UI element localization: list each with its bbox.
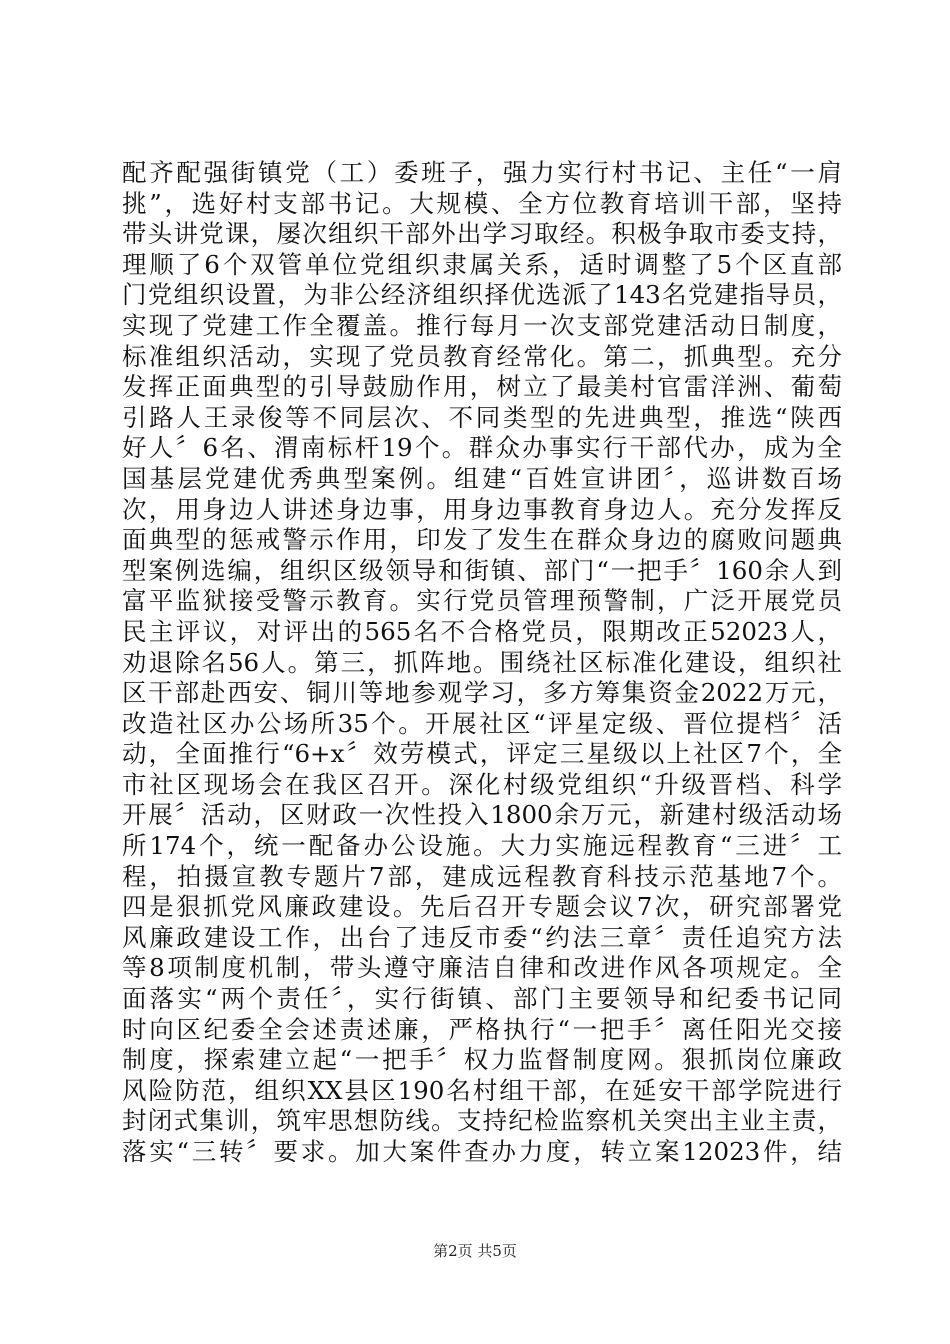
text-line: 标准组织活动，实现了党员教育经常化。第二，抓典型。充分 (122, 341, 842, 371)
text-line: 带头讲党课，屡次组织干部外出学习取经。积极争取市委支持， (122, 219, 842, 249)
text-line: 动，全面推行“6+x〞效劳模式，评定三星级以上社区7个，全 (122, 739, 842, 769)
text-line: 落实“三转〞要求。加大案件查办力度，转立案12023件，结 (122, 1137, 842, 1166)
text-line: 面落实“两个责任〞，实行街镇、部门主要领导和纪委书记同 (122, 984, 842, 1014)
text-line: 面典型的惩戒警示作用，印发了发生在群众身边的腐败问题典 (122, 525, 842, 555)
text-line: 风险防范，组织XX县区190名村组干部，在延安干部学院进行 (122, 1075, 842, 1105)
text-line: 四是狠抓党风廉政建设。先后召开专题会议7次，研究部署党 (122, 892, 842, 922)
text-line: 引路人王录俊等不同层次、不同类型的先进典型，推选“陕西 (122, 402, 842, 432)
text-line: 改造社区办公场所35个。开展社区“评星定级、晋位提档〞活 (122, 708, 842, 738)
text-line: 风廉政建设工作，出台了违反市委“约法三章〞责任追究方法 (122, 922, 842, 952)
text-line: 时向区纪委全会述责述廉，严格执行“一把手〞离任阳光交接 (122, 1014, 842, 1044)
text-line: 程，拍摄宣教专题片7部，建成远程教育科技示范基地7个。 (122, 861, 842, 891)
text-line: 理顺了6个双管单位党组织隶属关系，适时调整了5个区直部 (122, 249, 842, 279)
text-line: 好人〞6名、渭南标杆19个。群众办事实行干部代办，成为全 (122, 433, 842, 463)
text-line: 配齐配强街镇党（工）委班子，强力实行村书记、主任“一肩 (122, 158, 842, 187)
text-line: 等8项制度机制，带头遵守廉洁自律和改进作风各项规定。全 (122, 953, 842, 983)
text-line: 型案例选编，组织区级领导和街镇、部门“一把手〞160余人到 (122, 555, 842, 585)
text-line: 制度，探索建立起“一把手〞权力监督制度网。狠抓岗位廉政 (122, 1045, 842, 1075)
document-body (122, 158, 842, 1168)
text-line: 富平监狱接受警示教育。实行党员管理预警制，广泛开展党员 (122, 586, 842, 616)
text-line: 挑”，选好村支部书记。大规模、全方位教育培训干部，坚持 (122, 188, 842, 218)
text-line: 民主评议，对评出的565名不合格党员，限期改正52023人， (122, 616, 842, 646)
text-line: 市社区现场会在我区召开。深化村级党组织“升级晋档、科学 (122, 769, 842, 799)
page-footer: 第2页 共5页 (433, 1242, 517, 1260)
text-line: 实现了党建工作全覆盖。推行每月一次支部党建活动日制度， (122, 310, 842, 340)
text-line: 劝退除名56人。第三，抓阵地。围绕社区标准化建设，组织社 (122, 647, 842, 677)
text-line: 门党组织设置，为非公经济组织择优选派了143名党建指导员， (122, 280, 842, 310)
text-line: 所174个，统一配备办公设施。大力实施远程教育“三进〞工 (122, 831, 842, 861)
text-line: 次，用身边人讲述身边事，用身边事教育身边人。充分发挥反 (122, 494, 842, 524)
text-line: 开展〞活动，区财政一次性投入1800余万元，新建村级活动场 (122, 800, 842, 830)
text-line: 封闭式集训，筑牢思想防线。支持纪检监察机关突出主业主责， (122, 1106, 842, 1136)
text-line: 区干部赴西安、铜川等地参观学习，多方筹集资金2022万元， (122, 678, 842, 708)
text-line: 发挥正面典型的引导鼓励作用，树立了最美村官雷洋洲、葡萄 (122, 372, 842, 402)
text-line: 国基层党建优秀典型案例。组建“百姓宣讲团〞，巡讲数百场 (122, 463, 842, 493)
